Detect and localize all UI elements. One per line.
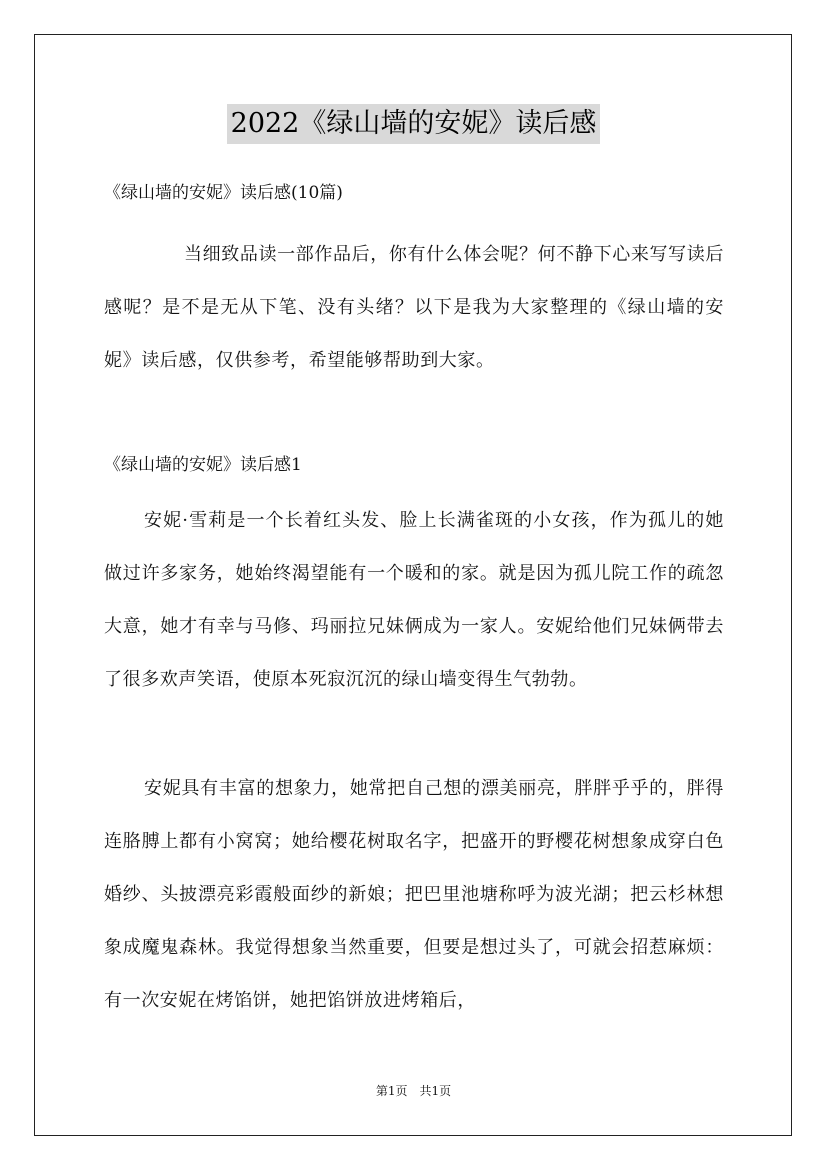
document-title: 2022《绿山墙的安妮》读后感 <box>227 104 601 144</box>
body-paragraph-1: 安妮·雪莉是一个长着红头发、脸上长满雀斑的小女孩，作为孤儿的她做过许多家务，她始终渴望能有一个暖和的家。就是因为孤儿院工作的疏忽大意，她才有幸与马修、玛丽拉兄妹俩成为一家人。安妮给他们兄妹俩带去了很多欢声笑语，使原本死寂沉沉的绿山墙变得生气勃勃。 <box>104 510 724 690</box>
document-subtitle: 《绿山墙的安妮》读后感(10篇) <box>104 183 343 203</box>
page-footer: 第1页 共1页 <box>375 1084 452 1098</box>
section-heading: 《绿山墙的安妮》读后感1 <box>104 455 302 475</box>
title-container <box>0 104 827 144</box>
body-paragraph-2: 安妮具有丰富的想象力，她常把自己想的漂美丽亮，胖胖乎乎的，胖得连胳膊上都有小窝窝；她给樱花树取名字，把盛开的野樱花树想象成穿白色婚纱、头披漂亮彩霞般面纱的新娘；把巴里池塘称呼为波光湖；把云杉林想象成魔鬼森林。我觉得想象当然重要，但要是想过头了，可就会招惹麻烦：有一次安妮在烤馅饼，她把馅饼放进烤箱后， <box>104 778 724 1011</box>
intro-paragraph: 当细致品读一部作品后，你有什么体会呢？何不静下心来写写读后感呢？是不是无从下笔、没有头绪？以下是我为大家整理的《绿山墙的安妮》读后感，仅供参考，希望能够帮助到大家。 <box>104 244 724 371</box>
